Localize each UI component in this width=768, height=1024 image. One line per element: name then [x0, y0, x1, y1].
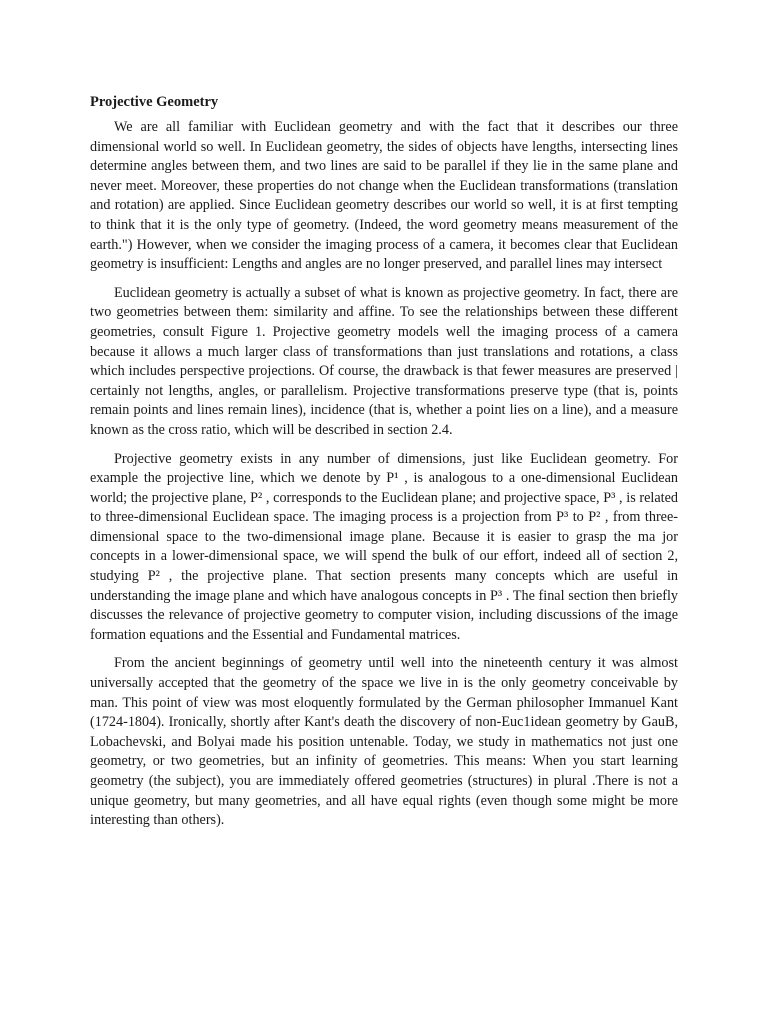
paragraph-projective-subset: Euclidean geometry is actually a subset of what is known as projective geometry. In fact, there are two geometries between them: similarity and affine. To see the relationships between these different geometries, consult Figure 1. Projective geometry models well the imaging process of a camera because it allows a much larger class of transformations than just translations and rotations, a class which includes perspective projections. Of course, the drawback is that fewer measures are preserved | certainly not lengths, angles, or parallelism. Projective transformations preserve type (that is, points remain points and lines remain lines), incidence (that is, whether a point lies on a line), and a measure known as the cross ratio, which will be described in section 2.4.: [90, 284, 678, 438]
paragraph-history: From the ancient beginnings of geometry until well into the nineteenth century it was almost universally accepted that the geometry of the space we live in is the only geometry conceivable by man. This point of view was most eloquently formulated by the German philosopher Immanuel Kant (1724-1804). Ironically, shortly after Kant's death the discovery of non-Euc1idean geometry by GauB, Lobachevski, and Bolyai made his position untenable. Today, we study in mathematics not just one geometry, or two geometries, but an infinity of geometries. This means: When you start learning geometry (the subject), you are immediately offered geometries (structures) in plural .There is not a unique geometry, but many geometries, and all have equal rights (even though some might be more interesting than others).: [90, 655, 678, 829]
document-title: Projective Geometry: [90, 94, 219, 110]
paragraph-dimensions: Projective geometry exists in any number of dimensions, just like Euclidean geometry. For example the projective line, which we denote by P¹ , is analogous to a one-dimensional Euclidean world; the projective plane, P² , corresponds to the Euclidean plane; and projective space, P³ , is related to three-dimensional Euclidean space. The imaging process is a projection from P³ to P² , from three-dimensional space to the two-dimensional image plane. Because it is easier to grasp the ma jor concepts in a lower-dimensional space, we will spend the bulk of our effort, indeed all of section 2, studying P² , the projective plane. That section presents many concepts which are useful in understanding the image plane and which have analogous concepts in P³ . The final section then briefly discusses the relevance of projective geometry to computer vision, including discussions of the image formation equations and the Essential and Fundamental matrices.: [90, 450, 678, 643]
paragraph-euclidean-intro: We are all familiar with Euclidean geometry and with the fact that it describes our three dimensional world so well. In Euclidean geometry, the sides of objects have lengths, intersecting lines determine angles between them, and two lines are said to be parallel if they lie in the same plane and never meet. Moreover, these properties do not change when the Euclidean transformations (translation and rotation) are applied. Since Euclidean geometry describes our world so well, it is at first tempting to think that it is the only type of geometry. (Indeed, the word geometry means measurement of the earth.") However, when we consider the imaging process of a camera, it becomes clear that Euclidean geometry is insufficient: Lengths and angles are no longer preserved, and parallel lines may intersect: [90, 119, 678, 273]
document-page: [90, 92, 678, 840]
